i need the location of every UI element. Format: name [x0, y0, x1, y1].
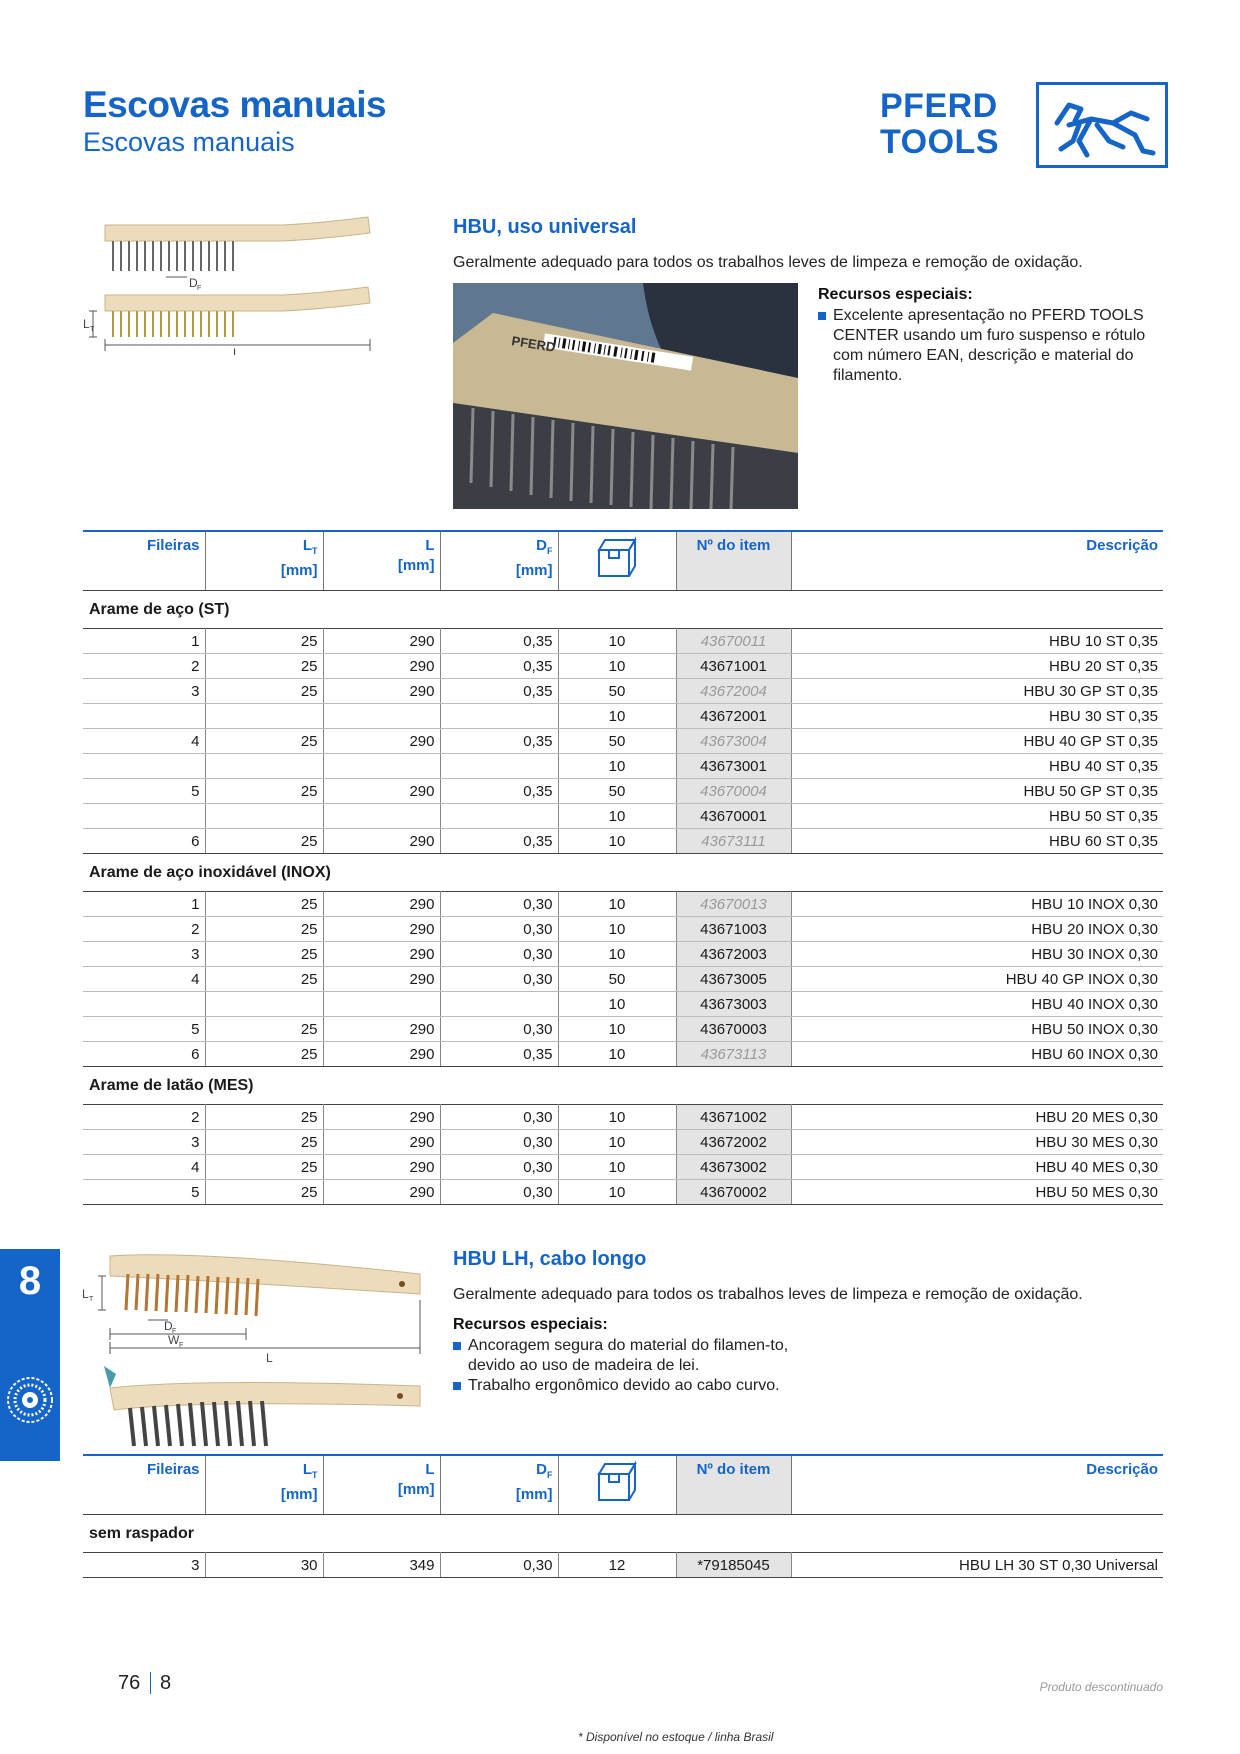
col-df: $D_F$ [mm]	[440, 1455, 558, 1515]
cell-item-number: 43672001	[676, 704, 791, 729]
cell-description: HBU 30 ST 0,35	[791, 704, 1163, 729]
col-package	[558, 531, 676, 591]
cell-pack: 10	[558, 1130, 676, 1155]
col-descricao: Descrição	[791, 531, 1163, 591]
group-heading: Arame de latão (MES)	[89, 1076, 254, 1094]
cell-df: 0,30	[440, 1155, 558, 1180]
product-diagram-hbu-lh	[80, 1250, 425, 1450]
cell-df	[440, 804, 558, 829]
svg-text:L: L	[233, 346, 240, 355]
footer-separator	[150, 1672, 151, 1694]
cell-l: 349	[323, 1553, 440, 1578]
col-lt: $L_T$ [mm]	[205, 1455, 323, 1515]
cell-df: 0,35	[440, 654, 558, 679]
cell-df: 0,35	[440, 779, 558, 804]
cell-fileiras	[83, 992, 205, 1017]
chapter-side-tab	[0, 1249, 60, 1461]
section-description-hbu: Geralmente adequado para todos os trabalhos leves de limpeza e remoção de oxidação.	[453, 254, 1083, 271]
cell-item-number: 43672003	[676, 942, 791, 967]
cell-item-number: 43673113	[676, 1042, 791, 1067]
col-item: Nº do item	[676, 1455, 791, 1515]
col-l: L [mm]	[323, 1455, 440, 1515]
cell-fileiras: 4	[83, 1155, 205, 1180]
cell-item-number: 43672004	[676, 679, 791, 704]
cell-fileiras: 1	[83, 629, 205, 654]
cell-pack: 10	[558, 629, 676, 654]
cell-l: 290	[323, 892, 440, 917]
table-row	[83, 942, 1163, 967]
cell-pack: 50	[558, 679, 676, 704]
cell-df: 0,35	[440, 1042, 558, 1067]
cell-pack: 10	[558, 654, 676, 679]
cell-description: HBU 40 GP INOX 0,30	[791, 967, 1163, 992]
cell-item-number: 43673001	[676, 754, 791, 779]
cell-l: 290	[323, 1180, 440, 1205]
cell-lt: 25	[205, 1180, 323, 1205]
horse-emblem-icon	[1036, 82, 1168, 168]
svg-text:D: D	[189, 276, 198, 290]
table-row	[83, 679, 1163, 704]
cell-l: 290	[323, 829, 440, 854]
cell-pack: 10	[558, 1042, 676, 1067]
cell-pack: 10	[558, 942, 676, 967]
cell-description: HBU 50 GP ST 0,35	[791, 779, 1163, 804]
table-row	[83, 1105, 1163, 1130]
cell-fileiras	[83, 754, 205, 779]
cell-fileiras: 3	[83, 1553, 205, 1578]
cell-df: 0,30	[440, 1130, 558, 1155]
cell-item-number: 43671003	[676, 917, 791, 942]
col-fileiras: Fileiras	[83, 531, 205, 591]
product-table-hbu-lh	[83, 1454, 1163, 1578]
table-row	[83, 729, 1163, 754]
cell-lt: 25	[205, 917, 323, 942]
feature-bullet: Ancoragem segura do material do filamen-to, devido ao uso de madeira de lei.	[453, 1336, 798, 1376]
cell-description: HBU 20 MES 0,30	[791, 1105, 1163, 1130]
cell-l: 290	[323, 917, 440, 942]
feature-bullet: Excelente apresentação no PFERD TOOLS CENTER usando um furo suspenso e rótulo com número EAN, descrição e material do filamento.	[818, 306, 1163, 386]
cell-lt: 25	[205, 1130, 323, 1155]
cell-fileiras: 3	[83, 1130, 205, 1155]
cell-item-number: 43670003	[676, 1017, 791, 1042]
cell-item-number: 43670011	[676, 629, 791, 654]
cell-fileiras: 6	[83, 829, 205, 854]
cell-fileiras: 2	[83, 654, 205, 679]
cell-fileiras: 3	[83, 679, 205, 704]
cell-l: 290	[323, 942, 440, 967]
cell-item-number: 43673005	[676, 967, 791, 992]
svg-text:L: L	[82, 1287, 89, 1301]
page-subtitle: Escovas manuais	[83, 127, 295, 157]
table-row	[83, 704, 1163, 729]
cell-l: 290	[323, 729, 440, 754]
cell-pack: 10	[558, 704, 676, 729]
col-item: Nº do item	[676, 531, 791, 591]
svg-text:F: F	[172, 1328, 177, 1335]
logo-line1: PFERD	[880, 87, 998, 125]
col-df: $D_F$ [mm]	[440, 531, 558, 591]
cell-description: HBU 20 INOX 0,30	[791, 917, 1163, 942]
cell-df: 0,30	[440, 967, 558, 992]
cell-fileiras: 5	[83, 1180, 205, 1205]
cell-df: 0,30	[440, 1180, 558, 1205]
svg-text:T: T	[90, 326, 95, 333]
cell-fileiras: 1	[83, 892, 205, 917]
product-diagram-hbu	[83, 215, 383, 355]
cell-l: 290	[323, 654, 440, 679]
cell-l: 290	[323, 1105, 440, 1130]
cell-item-number: 43673004	[676, 729, 791, 754]
col-package	[558, 1455, 676, 1515]
cell-description: HBU 40 ST 0,35	[791, 754, 1163, 779]
chapter-number: 8	[18, 1259, 42, 1303]
cell-item-number: 43671002	[676, 1105, 791, 1130]
cell-df: 0,35	[440, 729, 558, 754]
cell-pack: 10	[558, 917, 676, 942]
table-row	[83, 829, 1163, 854]
cell-pack: 10	[558, 1180, 676, 1205]
cell-lt: 25	[205, 779, 323, 804]
cell-lt: 25	[205, 629, 323, 654]
table-row	[83, 654, 1163, 679]
cell-lt: 25	[205, 829, 323, 854]
cell-lt	[205, 804, 323, 829]
cell-pack: 50	[558, 779, 676, 804]
cell-description: HBU 50 ST 0,35	[791, 804, 1163, 829]
cell-description: HBU 20 ST 0,35	[791, 654, 1163, 679]
cell-fileiras: 4	[83, 967, 205, 992]
svg-text:L: L	[266, 1351, 273, 1365]
cell-df: 0,30	[440, 892, 558, 917]
group-heading: sem raspador	[89, 1524, 194, 1542]
cell-lt: 25	[205, 1042, 323, 1067]
cell-lt: 25	[205, 942, 323, 967]
table-row	[83, 1155, 1163, 1180]
cell-description: HBU 60 INOX 0,30	[791, 1042, 1163, 1067]
cell-l	[323, 804, 440, 829]
col-fileiras: Fileiras	[83, 1455, 205, 1515]
cell-pack: 50	[558, 967, 676, 992]
table-row	[83, 917, 1163, 942]
cell-description: HBU 10 ST 0,35	[791, 629, 1163, 654]
cell-item-number: 43671001	[676, 654, 791, 679]
cell-lt: 25	[205, 967, 323, 992]
col-descricao: Descrição	[791, 1455, 1163, 1515]
table-row	[83, 967, 1163, 992]
cell-fileiras: 6	[83, 1042, 205, 1067]
cell-description: HBU 50 INOX 0,30	[791, 1017, 1163, 1042]
cell-item-number: 43670004	[676, 779, 791, 804]
cell-l	[323, 754, 440, 779]
chapter-number-footer: 8	[160, 1672, 172, 1694]
cell-description: HBU 30 MES 0,30	[791, 1130, 1163, 1155]
cell-lt: 25	[205, 679, 323, 704]
cell-lt: 25	[205, 729, 323, 754]
pferd-tools-logo	[880, 82, 1172, 168]
cell-l: 290	[323, 1017, 440, 1042]
cell-item-number: 43670001	[676, 804, 791, 829]
cell-pack: 10	[558, 829, 676, 854]
cell-pack: 10	[558, 804, 676, 829]
cell-description: HBU 10 INOX 0,30	[791, 892, 1163, 917]
group-heading-row	[83, 1067, 1163, 1105]
cell-fileiras: 3	[83, 942, 205, 967]
special-features-heading: Recursos especiais:	[818, 286, 973, 303]
svg-text:F: F	[179, 1342, 184, 1349]
cell-description: HBU 30 GP ST 0,35	[791, 679, 1163, 704]
table-row	[83, 1017, 1163, 1042]
cell-lt: 25	[205, 1105, 323, 1130]
svg-text:F: F	[197, 285, 202, 292]
cell-l: 290	[323, 1042, 440, 1067]
table-row	[83, 892, 1163, 917]
cell-pack: 10	[558, 992, 676, 1017]
cell-lt: 25	[205, 1017, 323, 1042]
cell-df	[440, 754, 558, 779]
table-row	[83, 1130, 1163, 1155]
cell-df: 0,30	[440, 1017, 558, 1042]
cell-df	[440, 704, 558, 729]
cell-description: HBU 40 GP ST 0,35	[791, 729, 1163, 754]
table-row	[83, 804, 1163, 829]
cell-description: HBU 30 INOX 0,30	[791, 942, 1163, 967]
cell-df: 0,35	[440, 679, 558, 704]
cell-df: 0,30	[440, 917, 558, 942]
cell-description: HBU 60 ST 0,35	[791, 829, 1163, 854]
table-row	[83, 1180, 1163, 1205]
col-l: L [mm]	[323, 531, 440, 591]
cell-lt: 25	[205, 892, 323, 917]
cell-pack: 10	[558, 754, 676, 779]
section-title-hbu: HBU, uso universal	[453, 216, 637, 238]
table-row	[83, 779, 1163, 804]
product-photo-hbu	[453, 283, 798, 509]
cell-df: 0,30	[440, 942, 558, 967]
cell-item-number: *79185045	[676, 1553, 791, 1578]
table-row	[83, 629, 1163, 654]
group-heading-row	[83, 854, 1163, 892]
cell-df: 0,30	[440, 1105, 558, 1130]
cell-item-number: 43670002	[676, 1180, 791, 1205]
col-lt: $L_T$ [mm]	[205, 531, 323, 591]
table-row	[83, 1042, 1163, 1067]
cell-lt	[205, 992, 323, 1017]
cell-df: 0,35	[440, 829, 558, 854]
section-title-hbu-lh: HBU LH, cabo longo	[453, 1248, 647, 1270]
package-icon	[595, 536, 639, 580]
table-header-row	[83, 1455, 1163, 1515]
cell-lt	[205, 704, 323, 729]
cell-description: HBU 50 MES 0,30	[791, 1180, 1163, 1205]
cell-lt: 30	[205, 1553, 323, 1578]
cell-l: 290	[323, 1130, 440, 1155]
cell-fileiras: 2	[83, 917, 205, 942]
cell-l: 290	[323, 679, 440, 704]
table-header-row	[83, 531, 1163, 591]
cell-fileiras: 2	[83, 1105, 205, 1130]
discontinued-legend: Produto descontinuado	[1039, 1680, 1163, 1694]
cell-pack: 50	[558, 729, 676, 754]
cell-df	[440, 992, 558, 1017]
cell-pack: 10	[558, 1155, 676, 1180]
cell-pack: 10	[558, 892, 676, 917]
cell-fileiras: 4	[83, 729, 205, 754]
group-heading-row	[83, 1515, 1163, 1553]
svg-text:T: T	[89, 1296, 94, 1303]
feature-bullet: Trabalho ergonômico devido ao cabo curvo.	[453, 1376, 798, 1396]
table-row	[83, 1553, 1163, 1578]
page-title: Escovas manuais	[83, 84, 387, 125]
cell-df: 0,35	[440, 629, 558, 654]
package-icon	[595, 1460, 639, 1504]
logo-line2: TOOLS	[880, 123, 999, 161]
cell-df: 0,30	[440, 1553, 558, 1578]
cell-l	[323, 992, 440, 1017]
cell-item-number: 43673003	[676, 992, 791, 1017]
cell-item-number: 43673002	[676, 1155, 791, 1180]
group-heading-row	[83, 591, 1163, 629]
cell-lt: 25	[205, 1155, 323, 1180]
cell-fileiras	[83, 704, 205, 729]
table-row	[83, 754, 1163, 779]
special-features-heading: Recursos especiais:	[453, 1316, 608, 1333]
wire-wheel-icon	[5, 1375, 55, 1425]
product-table-hbu	[83, 530, 1163, 1205]
cell-lt: 25	[205, 654, 323, 679]
cell-pack: 10	[558, 1105, 676, 1130]
section-description-hbu-lh: Geralmente adequado para todos os trabalhos leves de limpeza e remoção de oxidação.	[453, 1286, 1083, 1303]
group-heading: Arame de aço (ST)	[89, 600, 230, 618]
group-heading: Arame de aço inoxidável (INOX)	[89, 863, 331, 881]
svg-text:L: L	[83, 317, 90, 331]
cell-pack: 12	[558, 1553, 676, 1578]
cell-l: 290	[323, 779, 440, 804]
svg-text:PFERD: PFERD	[510, 333, 557, 355]
cell-lt	[205, 754, 323, 779]
cell-fileiras: 5	[83, 779, 205, 804]
cell-description: HBU 40 MES 0,30	[791, 1155, 1163, 1180]
cell-fileiras: 5	[83, 1017, 205, 1042]
cell-l	[323, 704, 440, 729]
cell-item-number: 43673111	[676, 829, 791, 854]
cell-l: 290	[323, 629, 440, 654]
stock-footnote: * Disponível no estoque / linha Brasil	[578, 1730, 774, 1744]
table-row	[83, 992, 1163, 1017]
cell-item-number: 43670013	[676, 892, 791, 917]
cell-l: 290	[323, 1155, 440, 1180]
cell-l: 290	[323, 967, 440, 992]
page-number: 76	[118, 1672, 141, 1694]
cell-item-number: 43672002	[676, 1130, 791, 1155]
logo-text	[880, 88, 999, 160]
svg-text:W: W	[168, 1333, 180, 1347]
cell-description: HBU 40 INOX 0,30	[791, 992, 1163, 1017]
cell-description: HBU LH 30 ST 0,30 Universal	[791, 1553, 1163, 1578]
svg-text:D: D	[164, 1319, 173, 1333]
cell-pack: 10	[558, 1017, 676, 1042]
cell-fileiras	[83, 804, 205, 829]
